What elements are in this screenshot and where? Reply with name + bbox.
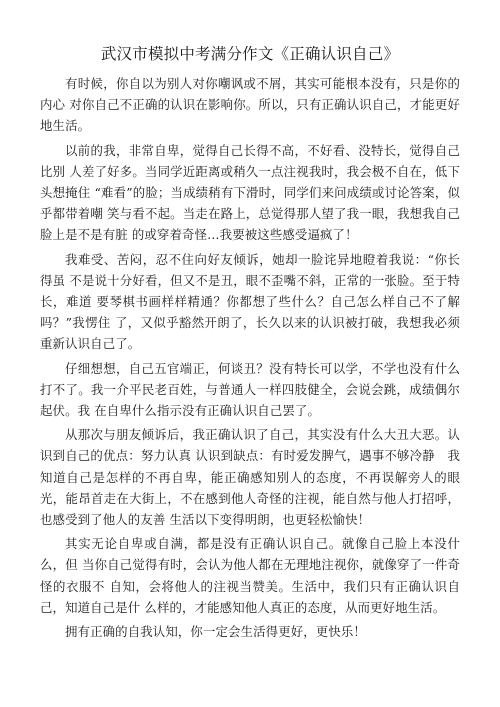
paragraph-6: 其实无论自卑或自满，都是没有正确认识自己。就像自己脸上本没什么，但 当你自己觉得有时，会认为他人都在无理地注视你，就像穿了一件奇怪的衣服不 自知，会将他人的注视当赞美。生活中，我们只有正确认识自己，知道自己是什 么样的，才能感知他人真正的态度，从而更好地生活。: [40, 536, 460, 615]
document-title: 武汉市模拟中考满分作文《正确认识自己》: [100, 45, 400, 63]
paragraph-5: 从那次与朋友倾诉后，我正确认识了自己，其实没有什么大丑大恶。认识到自己的优点：努力认真 认识到缺点：有时爱发脾气，遇事不够冷静 我知道自己是怎样的不再自卑，能正确感知别人的态度，不再误解旁人的眼光，能昂首走在大街上，不在感到他人奇怪的注视，能自然与他人打招呼，也感受到了他人的友善 生活以下变得明朗，也更轻松愉快！: [40, 427, 460, 528]
paragraph-2: 以前的我，非常自卑，觉得自己长得不高，不好看、没特长，觉得自己比别 人差了好多。当同学近距离或稍久一点注视我时，我会极不自在，低下头想掩住 “难看”的脸；当成绩稍有下滑时，同学们来问成绩或讨论答案，似乎都带着嘲 笑与看不起。当走在路上，总觉得那人望了我一眼，我想我自己脸上是不是有脏 的或穿着奇怪…我要被这些感受逼疯了！: [40, 142, 460, 243]
paragraph-3: 我难受、苦闷，忍不住向好友倾诉，她却一脸诧异地瞪着我说：“你长得虽 不是说十分好看，但又不是丑，眼不歪嘴不斜，正常的一张脸。至于特长，难道 要琴棋书画样样精通？你都想了些什么？自己怎么样自己不了解吗？”我愣住 了，又似乎豁然开朗了，长久以来的认识被打破，我想我必须重新认识自己了。: [40, 251, 460, 352]
paragraph-1: 有时候，你自以为别人对你嘲讽或不屑，其实可能根本没有，只是你的内心 对你自己不正确的认识在影响你。所以，只有正确认识自己，才能更好地生活。: [40, 76, 460, 134]
paragraph-7: 拥有正确的自我认知，你一定会生活得更好，更快乐！: [65, 624, 366, 640]
paragraph-4: 仔细想想，自己五官端正，何谈丑？没有特长可以学，不学也没有什么打不了。我一介平民老百姓，与普通人一样四肢健全，会说会跳，成绩偶尔起伏。我 在自卑什么指示没有正确认识自己罢了。: [40, 360, 460, 419]
